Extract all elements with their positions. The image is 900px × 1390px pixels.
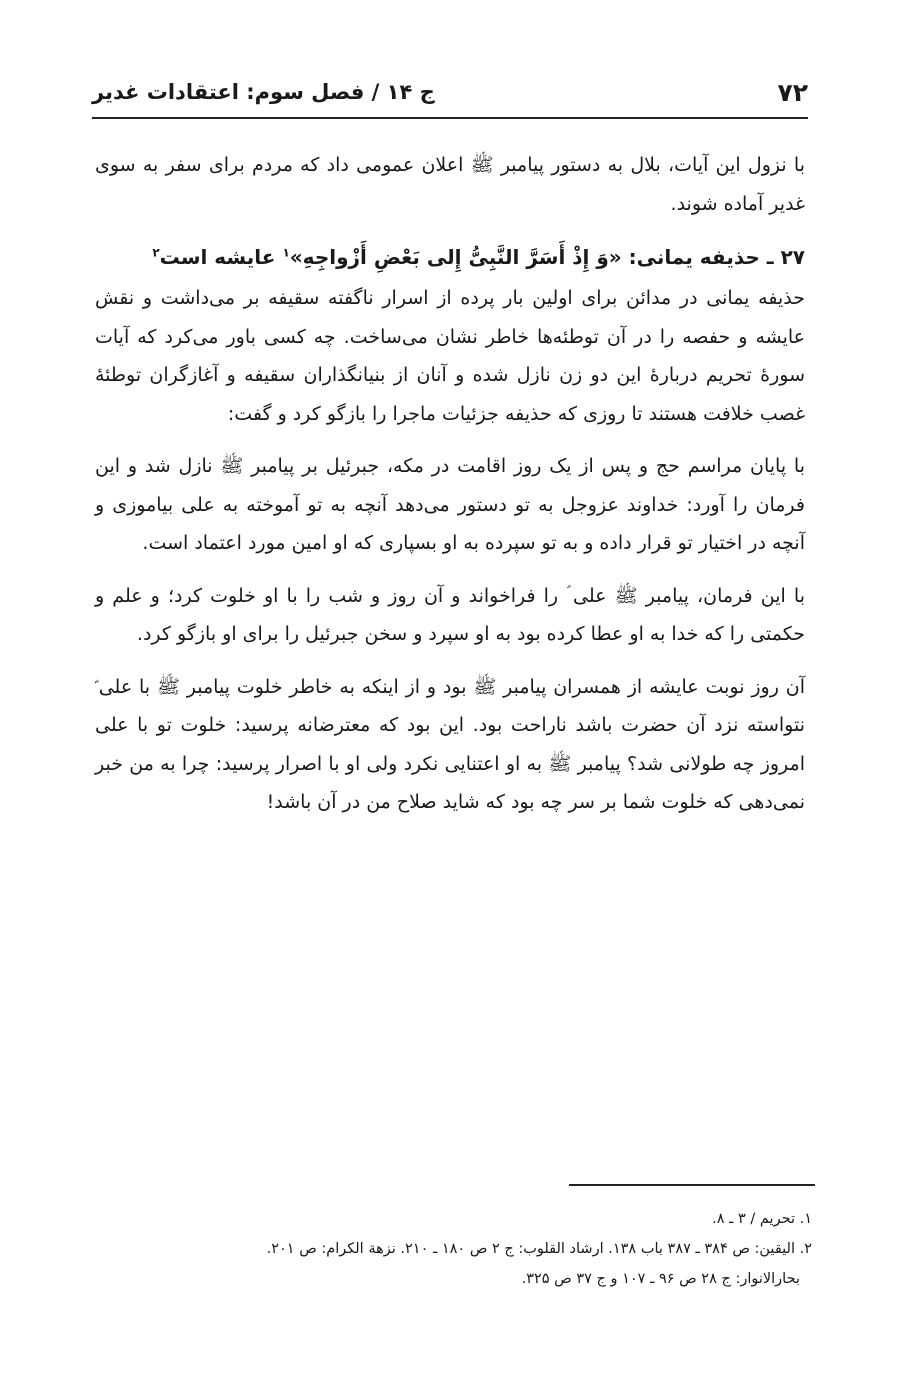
footnote-ref-1: ۱ — [282, 245, 290, 260]
page-header — [92, 74, 808, 110]
heading-text: ۲۷ ـ حذیفه یمانی: «وَ إِذْ أَسَرَّ النَّبِیُّ إِلی بَعْضِ أَزْواجِهِ» — [289, 245, 805, 269]
paragraph-aisha: آن روز نوبت عایشه از همسران پیامبر ﷺ بود و از اینکه به خاطر خلوت پیامبر ﷺ با علی ؑ نتواسته نزد آن حضرت باشد ناراحت بود. این بود که معترضانه پرسید: خلوت تو با علی امروز چه طولانی شد؟ پیامبر ﷺ به او اعتنایی نکرد ولی او با اصرار پرسید: چرا به من خبر نمی‌دهی که خلوت شما بر سر چه بود که شاید صلاح من در آن باشد! — [95, 675, 805, 813]
paragraph-hudhayfa: حذیفه یمانی در مدائن برای اولین بار پرده از اسرار ناگفته سقیفه بر می‌داشت و نقش عایشه و حفصه را در آن توطئه‌ها خاطر نشان می‌ساخت. چه کسی باور می‌کرد که آیات سورهٔ تحریم دربارهٔ این دو زن نازل شده و آنان از بنیانگذاران سقیفه و آغازگران توطئهٔ غصب خلافت هستند تا روزی که حذیفه جزئیات ماجرا را بازگو کرد و گفت: — [95, 287, 805, 425]
footnotes — [92, 1204, 812, 1294]
heading-tail: عایشه است — [159, 245, 283, 269]
running-title: ج ۱۴ / فصل سوم: اعتقادات غدیر — [92, 80, 435, 104]
footnote-ref-2: ۲ — [152, 245, 160, 260]
main-text — [95, 146, 805, 836]
header-divider — [92, 117, 808, 119]
section-heading — [95, 237, 805, 277]
paragraph-command: با این فرمان، پیامبر ﷺ علی ؑ را فراخواند و آن روز و شب را با او خلوت کرد؛ و علم و حکمتی را که خدا به او عطا کرده بود به او سپرد و سخن جبرئیل را برای او بازگو کرد. — [95, 584, 805, 645]
footnote-2-continuation: بحارالانوار: ج ۲۸ ص ۹۶ ـ ۱۰۷ و ج ۳۷ ص ۳۲۵. — [521, 1271, 800, 1287]
paragraph-hajj: با پایان مراسم حج و پس از یک روز اقامت در مکه، جبرئیل بر پیامبر ﷺ نازل شد و این فرمان را آورد: خداوند عزوجل به تو دستور می‌دهد آنچه به تو آموخته به علی بیاموزی و آنچه در اختیار تو قرار داده و به تو سپرده به او بسپاری که او امین مورد اعتماد است. — [95, 455, 805, 554]
page-number: ۷۲ — [777, 77, 808, 107]
footnote-2: ۲. الیقین: ص ۳۸۴ ـ ۳۸۷ باب ۱۳۸. ارشاد القلوب: ج ۲ ص ۱۸۰ ـ ۲۱۰. نزهة الکرام: ص ۲۰۱. — [266, 1241, 812, 1257]
paragraph-intro: با نزول این آیات، بلال به دستور پیامبر ﷺ اعلان عمومی داد که مردم برای سفر به سوی غدیر آماده شوند. — [95, 154, 805, 215]
footnote-1: ۱. تحریم / ۳ ـ ۸. — [712, 1211, 812, 1227]
footnote-divider — [569, 1184, 815, 1186]
